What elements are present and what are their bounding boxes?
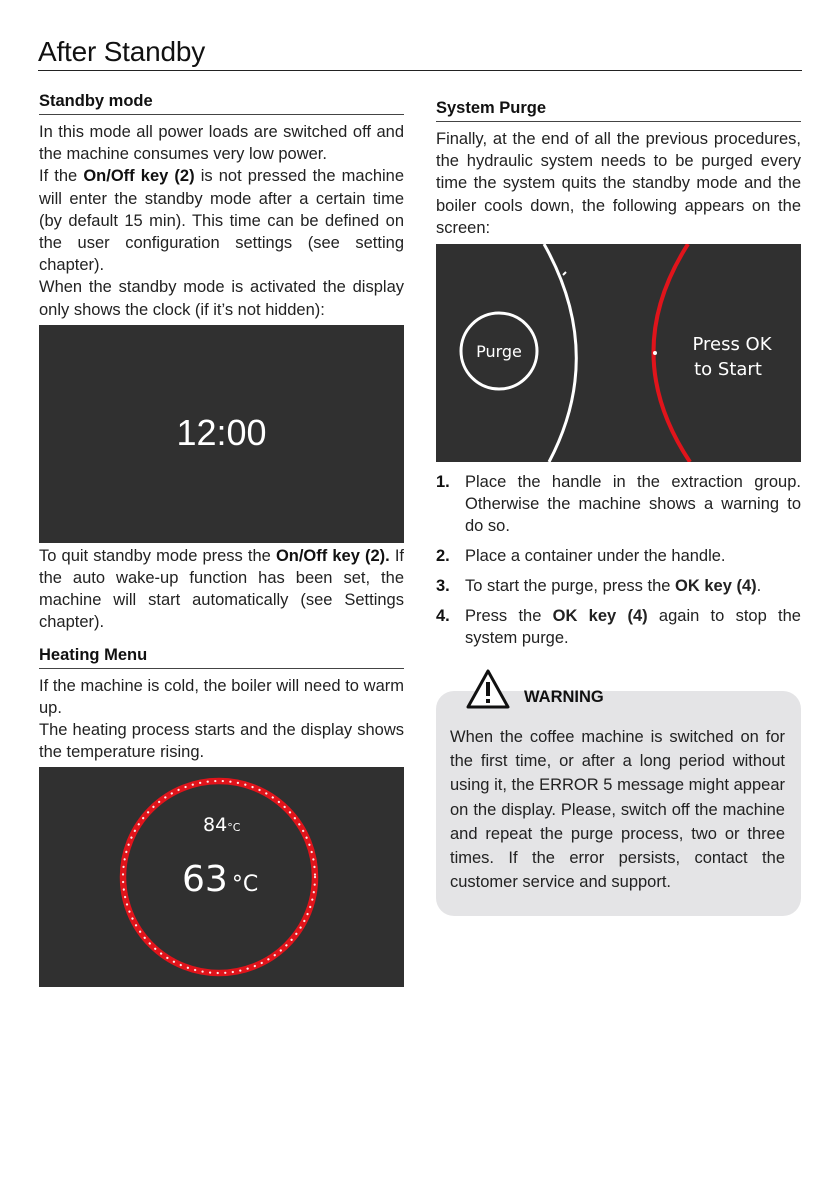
ok-key-label: OK key (4) [675,577,757,596]
heating-paragraph-1: If the machine is cold, the boiler will need to warm up. [39,676,404,717]
purge-button: Purge [476,342,522,362]
step-number: 4. [436,607,450,626]
quit-standby-paragraph [39,545,404,634]
press-ok-line-1: Press OK [692,334,772,356]
step-item [436,575,801,597]
clock-display: 12:00 [176,411,267,453]
step-item [436,605,801,649]
current-temp-unit: °C [231,872,259,898]
warning-box [436,688,801,916]
standby-heading: Standby mode [39,92,404,115]
purge-paragraph: Finally, at the end of all the previous procedures, the hydraulic system needs to be purged every time the system quits the standby mode and the boiler cools down, the following appears on the screen: [436,130,801,237]
purge-steps [436,471,801,649]
text-run: If the [39,167,84,186]
on-off-key-label: On/Off key (2) [83,167,195,186]
step-text: . [756,577,762,596]
text-run: If the auto wake-up function has been set, the machine will start automatically (see Settings chapter). [39,546,404,632]
standby-paragraph-3: When the standby mode is activated the display only shows the clock (if it’s not hidden): [39,278,404,319]
heating-gauge [39,767,404,987]
press-ok-line-2: to Start [694,359,762,381]
step-text: To start the purge, press the [465,577,676,596]
text-run: is not pressed the machine will enter the standby mode after a certain time (by default 15 min). This time can be defined on the user configuration settings (see setting chapter). [39,167,405,275]
step-text: Press the [465,607,553,626]
warning-triangle-icon [466,669,510,709]
right-column [436,99,801,916]
step-text: Place the handle in the extraction group. Otherwise the machine shows a warning to do so. [465,473,801,536]
purge-screen [436,244,801,462]
current-temp [182,859,258,900]
step-item [436,545,801,567]
target-temp [203,814,241,836]
step-text: Place a container under the handle. [465,547,726,566]
title-divider [38,70,802,71]
arc-marker [563,272,566,275]
heating-paragraph-2: The heating process starts and the display shows the temperature rising. [39,721,404,762]
step-item [436,471,801,537]
white-arc [544,244,576,462]
target-temp-unit: °C [227,821,241,835]
step-number: 3. [436,577,450,596]
red-arc [653,244,690,462]
page-title: After Standby [38,36,206,67]
warning-text: When the coffee machine is switched on for the first time, or after a long period without using it, the ERROR 5 message might appear on the display. Please, switch off the machine and repeat the purge process, two or three times. If the error persists, contact the customer service and support. [450,728,785,892]
standby-clock-screen [39,325,404,543]
purge-heading: System Purge [436,99,801,122]
left-column [39,92,404,987]
heating-heading: Heating Menu [39,646,404,669]
text-run: To quit standby mode press the [39,546,276,565]
warning-title: WARNING [524,688,604,707]
standby-paragraph-2 [39,165,404,276]
red-arc-marker [653,351,657,355]
current-temp-value: 63 [182,859,228,901]
purge-graphic [436,244,801,462]
standby-paragraph-1: In this mode all power loads are switched off and the machine consumes very low power. [39,123,404,164]
step-number: 1. [436,473,450,492]
step-text: again to stop the system purge. [465,607,801,648]
on-off-key-label: On/Off key (2). [275,546,390,565]
warning-header [466,669,604,709]
heating-screen [39,767,404,987]
ok-key-label: OK key (4) [552,607,648,626]
step-number: 2. [436,547,450,566]
target-temp-value: 84 [203,814,228,837]
